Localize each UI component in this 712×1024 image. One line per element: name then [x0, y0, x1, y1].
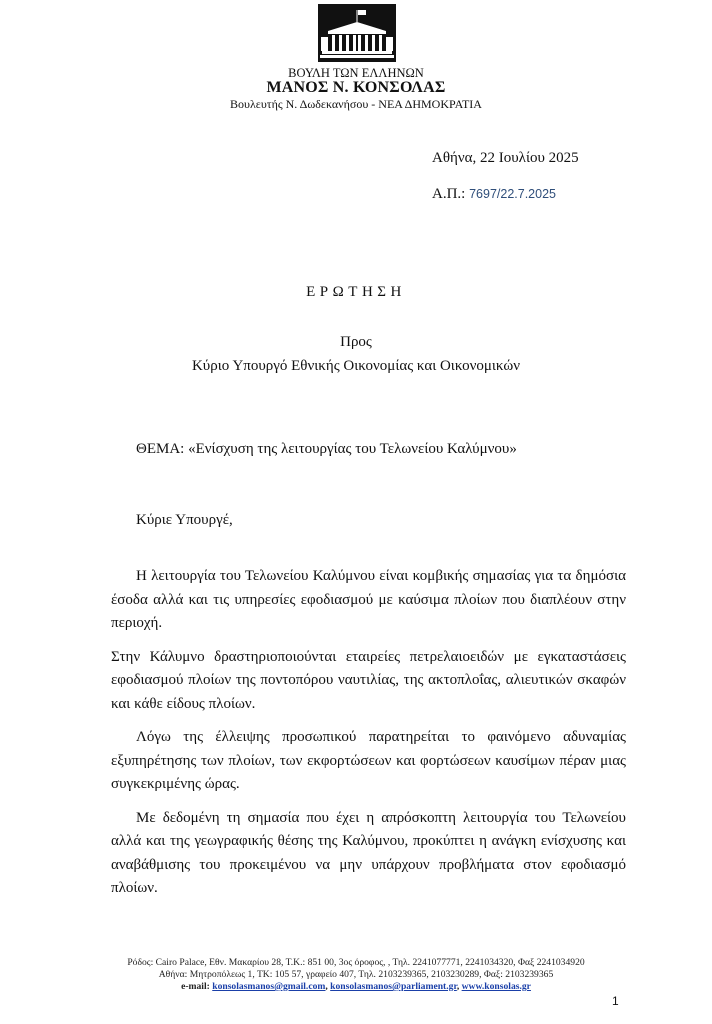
- footer-email-label: e-mail:: [181, 981, 213, 992]
- body-paragraph: Με δεδομένη τη σημασία που έχει η απρόσκοπτη λειτουργία του Τελωνείου αλλά και της γεωγραφικής θέσης της Καλύμνου, προκύπτει η ανάγκη ενίσχυσης και αναβάθμισης του προκειμένου να μην υπάρχουν προβλήματα στον εφοδιασμό πλοίων.: [111, 809, 626, 896]
- reference-label: Α.Π.:: [432, 186, 470, 202]
- page-number: 1: [612, 994, 619, 1008]
- footer: [0, 957, 712, 993]
- letter-body: [111, 565, 626, 911]
- reference-line: [432, 186, 556, 203]
- recipient-label: Προς: [340, 334, 372, 350]
- institution-name: ΒΟΥΛΗ ΤΩΝ ΕΛΛΗΝΩΝ: [288, 66, 424, 80]
- parliament-logo-icon: [318, 4, 396, 62]
- body-paragraph: Λόγω της έλλειψης προσωπικού παρατηρείται το φαινόμενο αδυναμίας εξυπηρέτησης των πλοίων, των εκφορτώσεων και φορτώσεων καυσίμων πέραν μιας συγκεκριμένης ώρας.: [111, 729, 626, 792]
- footer-rhodes-address: Ρόδος: Cairo Palace, Εθν. Μακαρίου 28, Τ.Κ.: 851 00, 3ος όροφος, , Τηλ. 2241077771, 2241034320, Φαξ 2241034920: [127, 957, 585, 968]
- footer-separator: ,: [456, 981, 462, 992]
- mp-subtitle: Βουλευτής Ν. Δωδεκανήσου - ΝΕΑ ΔΗΜΟΚΡΑΤΙΑ: [230, 97, 482, 111]
- body-paragraph: Στην Κάλυμνο δραστηριοποιούνται εταιρείες πετρελαιοειδών με εγκαταστάσεις εφοδιασμού πλοίων της ποντοπόρου ναυτιλίας, της ακτοπλοΐας, αλιευτικών σκαφών και κάθε είδους πλοίων.: [111, 648, 626, 712]
- salutation: Κύριε Υπουργέ,: [136, 512, 233, 528]
- document-title: ΕΡΩΤΗΣΗ: [306, 284, 406, 300]
- body-paragraph: Η λειτουργία του Τελωνείου Καλύμνου είναι κομβικής σημασίας για τα δημόσια έσοδα αλλά και τις υπηρεσίες εφοδιασμού με καύσιμα πλοίων που διαπλέουν στην περιοχή.: [111, 568, 626, 631]
- recipient: Κύριο Υπουργό Εθνικής Οικονομίας και Οικονομικών: [191, 358, 521, 374]
- footer-contact-line: [0, 981, 712, 993]
- footer-separator: ,: [325, 981, 331, 992]
- website-link[interactable]: www.konsolas.gr: [461, 981, 531, 992]
- document-date: Αθήνα, 22 Ιουλίου 2025: [432, 150, 579, 166]
- email-link-parliament[interactable]: konsolasmanos@parliament.gr: [330, 981, 457, 992]
- email-link-gmail[interactable]: konsolasmanos@gmail.com: [212, 981, 326, 992]
- reference-number: 7697/22.7.2025: [469, 187, 556, 201]
- footer-athens-address: Αθήνα: Μητροπόλεως 1, ΤΚ: 105 57, γραφείο 407, Τηλ. 2103239365, 2103230289, Φαξ: 2103239365: [158, 969, 554, 980]
- subject-line: ΘΕΜΑ: «Ενίσχυση της λειτουργίας του Τελωνείου Καλύμνου»: [136, 441, 517, 457]
- mp-name: ΜΑΝΟΣ Ν. ΚΟΝΣΟΛΑΣ: [266, 79, 446, 96]
